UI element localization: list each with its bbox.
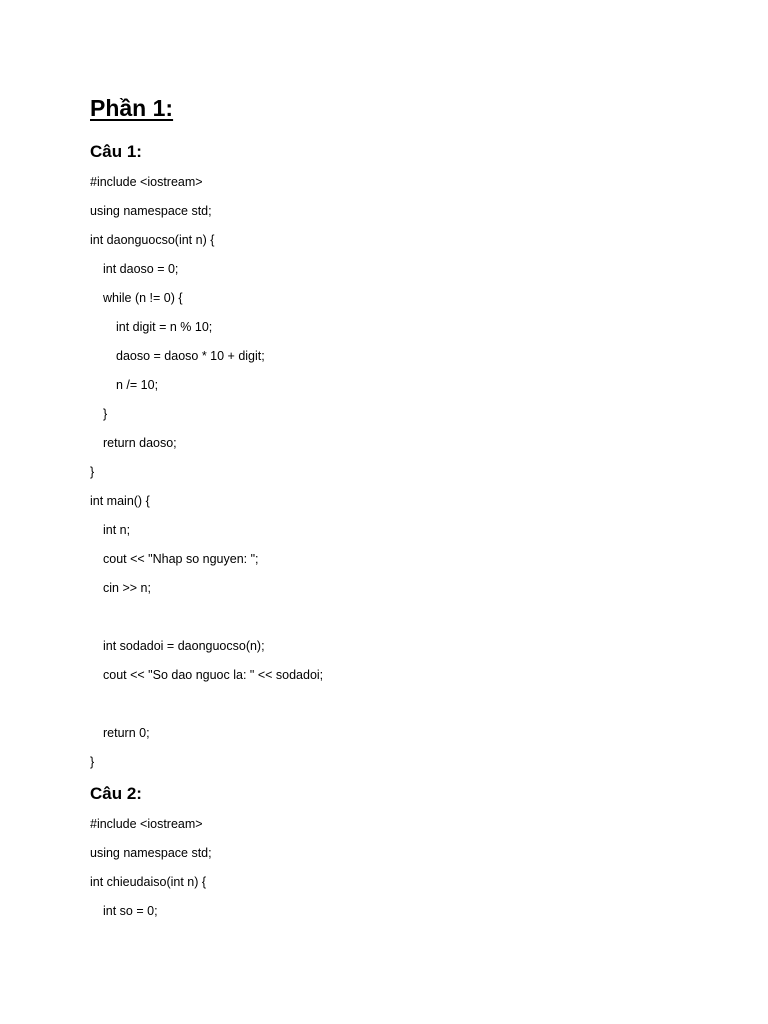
code-line: #include <iostream>	[90, 175, 203, 189]
code-line: int daonguocso(int n) {	[90, 233, 215, 247]
code-line: return 0;	[103, 726, 150, 740]
code-line: cout << "Nhap so nguyen: ";	[103, 552, 259, 566]
code-line: int digit = n % 10;	[116, 320, 213, 334]
code-line: n /= 10;	[116, 378, 159, 392]
code-line: }	[90, 755, 95, 769]
code-line: while (n != 0) {	[103, 291, 183, 305]
code-line: return daoso;	[103, 436, 177, 450]
question-title: Câu 2:	[90, 783, 142, 803]
question-1	[90, 135, 728, 777]
code-line: int daoso = 0;	[103, 262, 179, 276]
document-page	[90, 93, 728, 926]
code-line: int chieudaiso(int n) {	[90, 875, 207, 889]
code-line: using namespace std;	[90, 846, 212, 860]
part-title: Phần 1:	[90, 95, 174, 121]
code-line: daoso = daoso * 10 + digit;	[116, 349, 265, 363]
code-line: int so = 0;	[103, 904, 158, 918]
code-line: }	[90, 465, 95, 479]
code-block	[90, 810, 728, 926]
question-2	[90, 777, 728, 926]
code-line: cout << "So dao nguoc la: " << sodadoi;	[103, 668, 324, 682]
code-line: #include <iostream>	[90, 817, 203, 831]
code-line	[90, 690, 728, 719]
code-block	[90, 168, 728, 777]
code-line: }	[103, 407, 108, 421]
code-line: using namespace std;	[90, 204, 212, 218]
code-line: int sodadoi = daonguocso(n);	[103, 639, 265, 653]
code-line: int main() {	[90, 494, 150, 508]
code-line: cin >> n;	[103, 581, 151, 595]
question-title: Câu 1:	[90, 141, 142, 161]
code-line	[90, 603, 728, 632]
code-line: int n;	[103, 523, 131, 537]
